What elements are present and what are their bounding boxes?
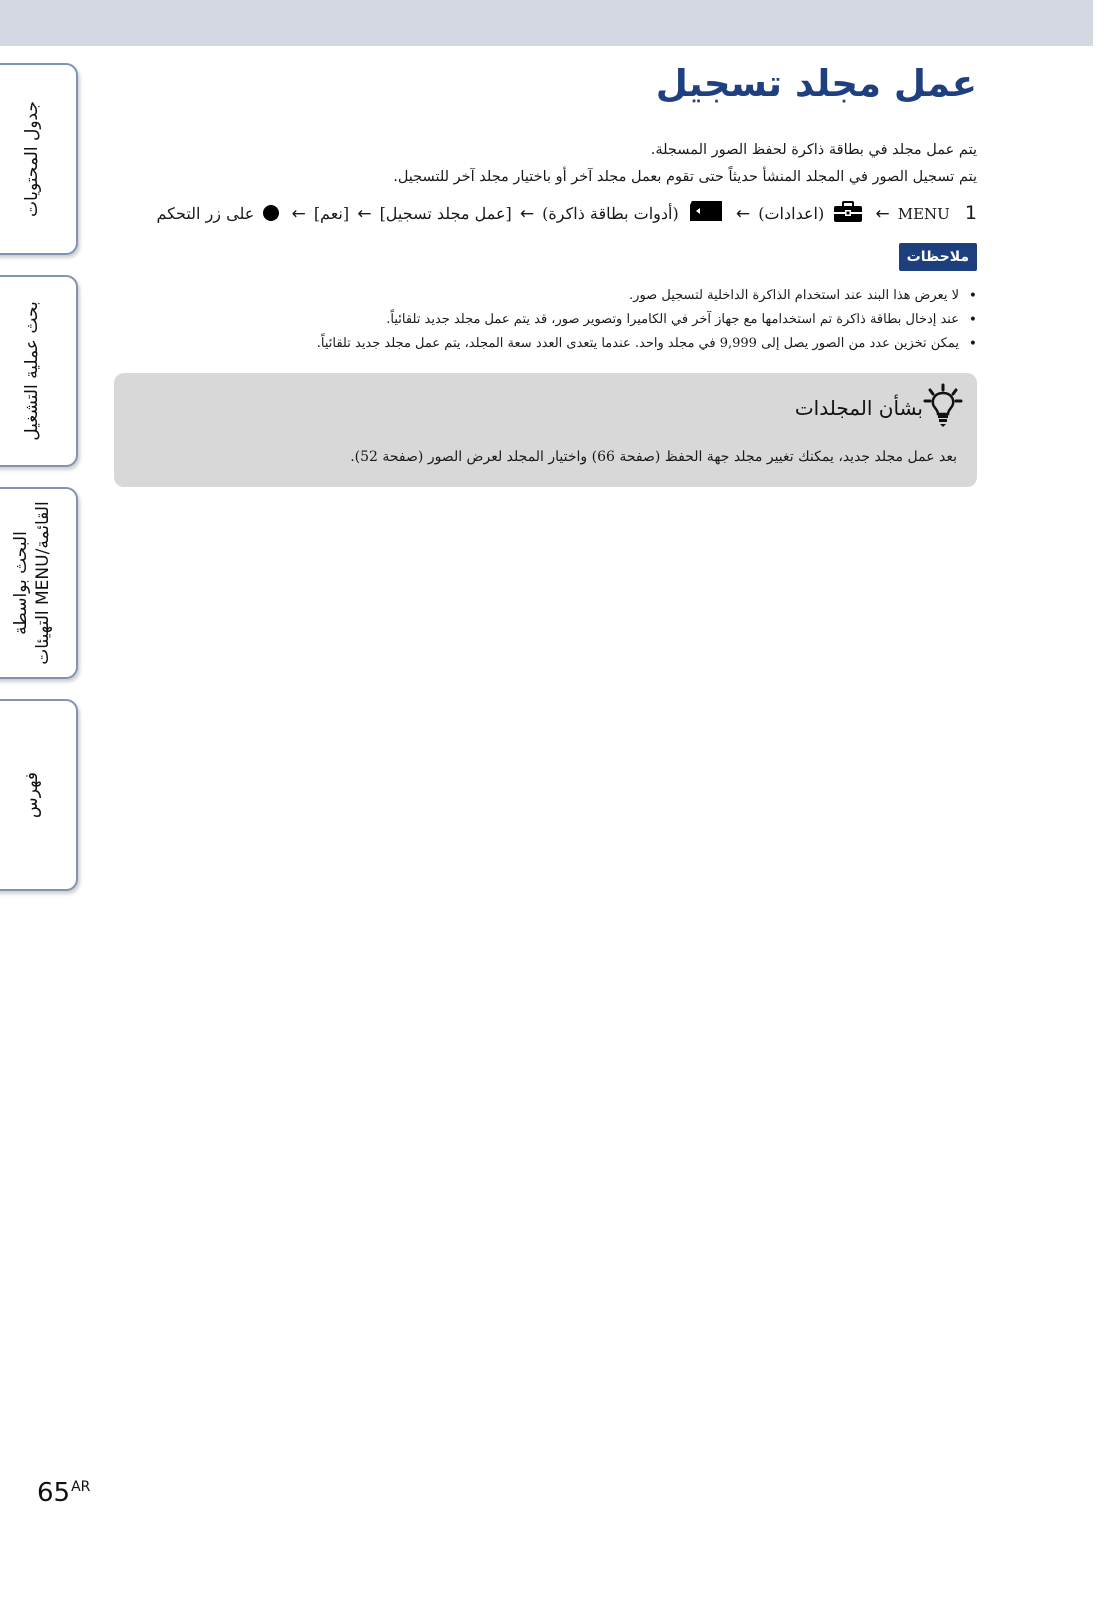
- control-button-dot-icon: [263, 205, 279, 221]
- note-item: • عند إدخال بطاقة ذاكرة تم استخدامها مع جهاز آخر في الكاميرا وتصوير صور، قد يتم عمل مجلد جديد تلقائياً.: [137, 308, 977, 332]
- tip-text: بعد عمل مجلد جديد، يمكنك تغيير مجلد جهة الحفظ (صفحة 66) واختيار المجلد لعرض الصور (صفحة 52).: [350, 449, 957, 465]
- intro-line-1: يتم عمل مجلد في بطاقة ذاكرة لحفظ الصور المسجلة.: [650, 142, 977, 158]
- page-number-suffix: AR: [71, 1479, 91, 1495]
- arrow-icon: ←: [291, 204, 306, 224]
- intro-line-2: يتم تسجيل الصور في المجلد المنشأ حديثاً حتى تقوم بعمل مجلد آخر أو باختيار مجلد آخر للتسجيل.: [393, 169, 977, 185]
- tab-operation-search[interactable]: [0, 275, 78, 467]
- tab-index-label: فهرس: [22, 771, 42, 819]
- notes-list: [137, 284, 977, 356]
- tip-box: [114, 373, 977, 487]
- step-control-button-label: على زر التحكم: [156, 204, 255, 223]
- tip-title: بشأن المجلدات: [794, 396, 923, 420]
- page-title: عمل مجلد تسجيل: [655, 62, 977, 105]
- page-number: [37, 1478, 90, 1508]
- arrow-icon: ←: [357, 204, 372, 224]
- procedure-step: [97, 198, 977, 229]
- step-make-folder-label: [عمل مجلد تسجيل]: [379, 204, 512, 223]
- arrow-icon: ←: [519, 204, 535, 224]
- note-item: • يمكن تخزين عدد من الصور يصل إلى 9,999 في مجلد واحد. عندما يتعدى العدد سعة المجلد، يتم عمل مجلد جديد تلقائياً.: [137, 332, 977, 356]
- tab-operation-search-label: بحث عملية التشغيل: [22, 301, 42, 441]
- top-header-bar: [0, 0, 1093, 46]
- tab-index[interactable]: [0, 699, 78, 891]
- notes-badge: ملاحظات: [899, 243, 977, 271]
- memory-card-icon: [688, 200, 724, 222]
- page-number-value: 65: [37, 1478, 71, 1508]
- step-settings-label: (اعدادات): [758, 204, 825, 223]
- step-card-tools-label: (أدوات بطاقة ذاكرة): [542, 204, 679, 223]
- tab-menu-settings-search[interactable]: [0, 487, 78, 679]
- note-item: • لا يعرض هذا البند عند استخدام الذاكرة الداخلية لتسجيل صور.: [137, 284, 977, 308]
- tab-table-of-contents[interactable]: [0, 63, 78, 255]
- tab-menu-settings-search-label: البحث بواسطة القائمة/MENU التهيئات: [11, 501, 53, 665]
- tab-table-of-contents-label: جدول المحتويات: [22, 101, 42, 217]
- arrow-icon: ←: [735, 204, 751, 224]
- toolbox-icon: [833, 201, 863, 223]
- step-yes-label: [نعم]: [313, 204, 350, 223]
- arrow-icon: ←: [875, 204, 890, 224]
- step-menu-label: MENU: [897, 205, 950, 223]
- intro-text: [127, 137, 977, 191]
- lightbulb-icon: [923, 383, 963, 427]
- step-number: 1: [964, 202, 977, 224]
